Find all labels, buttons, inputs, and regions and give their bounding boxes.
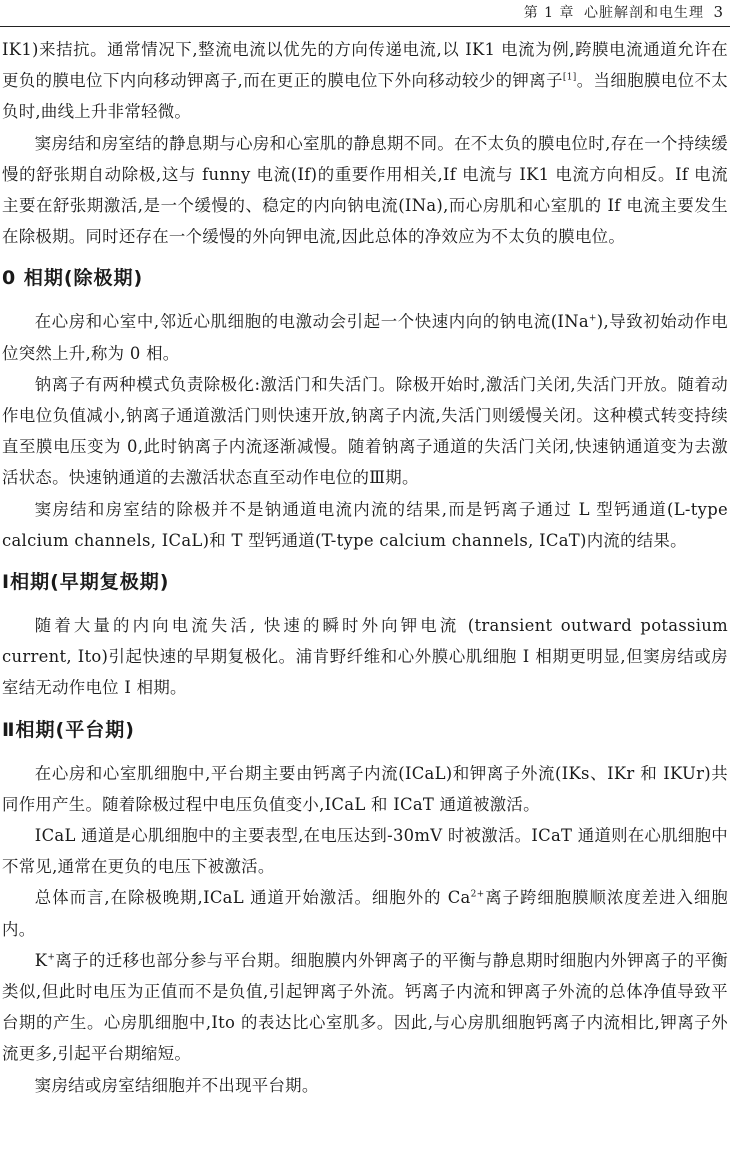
- paragraph: 在心房和心室肌细胞中,平台期主要由钙离子内流(ICaL)和钾离子外流(IKs、IKr 和 IKUr)共同作用产生。随着除极过程中电压负值变小,ICaL 和 ICaT 通道被激活。: [2, 763, 728, 814]
- paragraph: 钠离子有两种模式负责除极化:激活门和失活门。除极开始时,激活门关闭,失活门开放。随着动作电位负值减小,钠离子通道激活门则快速开放,钠离子内流,失活门则缓慢关闭。这种模式转变持续直至膜电压变为 0,此时钠离子内流逐渐减慢。随着钠离子通道的失活门关闭,快速钠通道变为去激活状态。快速钠通道的去激活状态直至动作电位的Ⅲ期。: [2, 374, 728, 488]
- section-heading: Ⅱ相期(平台期): [2, 718, 135, 741]
- paragraph: K+离子的迁移也部分参与平台期。细胞膜内外钾离子的平衡与静息期时细胞内外钾离子的平衡类似,但此时电压为正值而不是负值,引起钾离子外流。钙离子内流和钾离子外流的总体净值导致平台期的产生。心房肌细胞中,Ito 的表达比心室肌多。因此,与心房肌细胞钙离子内流相比,钾离子外流更多,引起平台期缩短。: [2, 950, 728, 1064]
- paragraph: 窦房结或房室结细胞并不出现平台期。: [34, 1075, 319, 1095]
- paragraph: IK1)来拮抗。通常情况下,整流电流以优先的方向传递电流,以 IK1 电流为例,跨膜电流通道允许在更负的膜电位下内向移动钾离子,而在更正的膜电位下外向移动较少的钾离子[1]。当细胞膜电位不太负时,曲线上升非常轻微。: [2, 40, 728, 122]
- paragraph: 总体而言,在除极晚期,ICaL 通道开始激活。细胞外的 $Ca^{2+}$离子跨细胞膜顺浓度差进入细胞内。: [2, 888, 728, 939]
- header-right: [520, 2, 724, 22]
- superscript: +: [47, 952, 56, 963]
- chapter-number: 第 1 章: [523, 5, 575, 21]
- paragraph: 窦房结和房室结的静息期与心房和心室肌的静息期不同。在不太负的膜电位时,存在一个持续缓慢的舒张期自动除极,这与 funny 电流(If)的重要作用相关,If 电流与 IK1 电流方向相反。If 电流主要在舒张期激活,是一个缓慢的、稳定的内向钠电流(INa),而心房肌和心室肌的 If 电流主要发生在除极期。同时还存在一个缓慢的外向钾电流,因此总体的净效应为不太负的膜电位。: [2, 133, 728, 247]
- chapter-title: 心脏解剖和电生理: [584, 5, 704, 21]
- superscript: 2+: [470, 890, 485, 900]
- page-body: [2, 34, 728, 1101]
- section-heading: Ⅰ相期(早期复极期): [2, 571, 170, 594]
- page-number: 3: [713, 3, 724, 21]
- paragraph: ICaL 通道是心肌细胞中的主要表型,在电压达到-30mV 时被激活。ICaT 通道则在心肌细胞中不常见,通常在更负的电压下被激活。: [2, 826, 729, 877]
- running-header: [0, 0, 730, 27]
- paragraph: 窦房结和房室结的除极并不是钠通道电流内流的结果,而是钙离子通过 L 型钙通道(L-type calcium channels, ICaL)和 T 型钙通道(T-type calcium channels, ICaT)内流的结果。: [2, 499, 728, 550]
- citation-ref: [1]: [562, 72, 577, 83]
- section-heading: 0 相期(除极期): [2, 267, 144, 290]
- superscript: +: [588, 313, 597, 324]
- paragraph: 在心房和心室中,邻近心肌细胞的电激动会引起一个快速内向的钠电流(INa+),导致初始动作电位突然上升,称为 0 相。: [2, 312, 728, 363]
- paragraph: 随着大量的内向电流失活, 快速的瞬时外向钾电流 (transient outward potassium current, Ito)引起快速的早期复极化。浦肯野纤维和心外膜心肌细胞 I 相期更明显,但窦房结或房室结无动作电位 I 相期。: [2, 616, 728, 698]
